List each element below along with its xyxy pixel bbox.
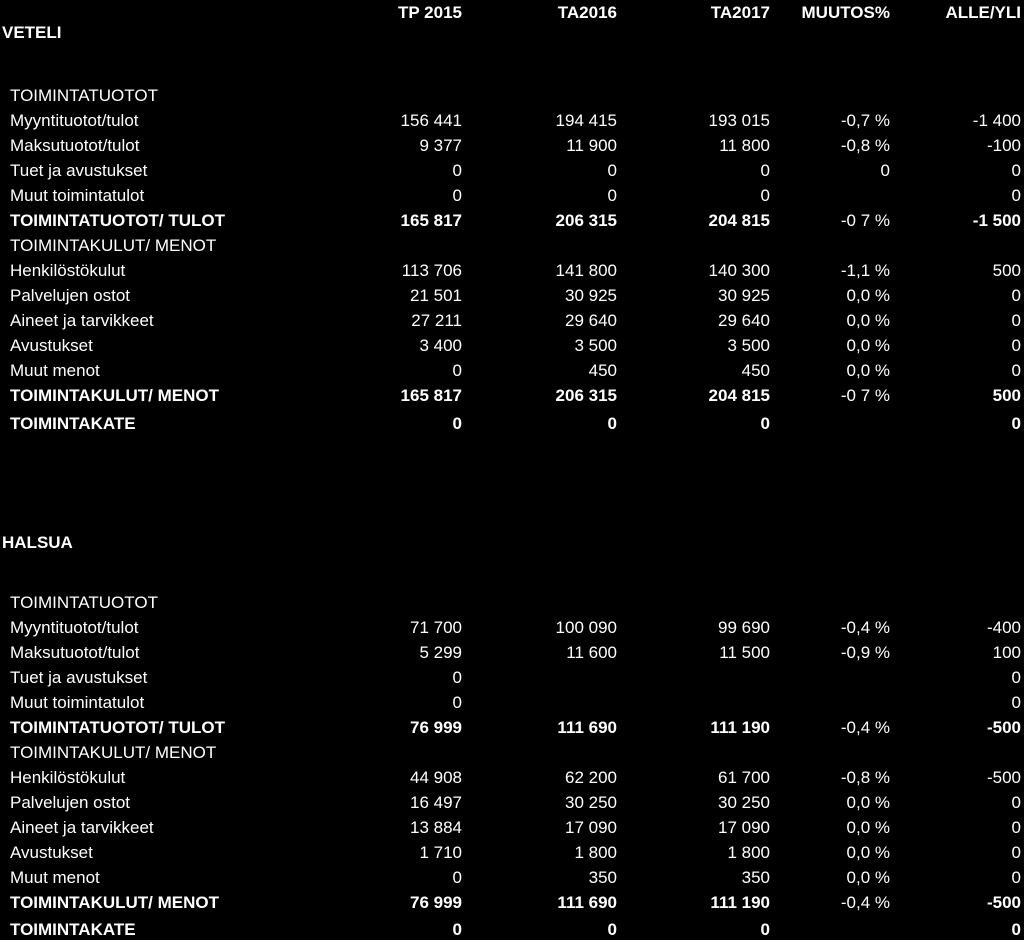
cell-alle-yli: 0 (1011, 693, 1021, 712)
cell-ta2016: 0 (607, 186, 617, 205)
cell-ta2017: 204 815 (708, 386, 770, 405)
row-label: Muut toimintatulot (10, 186, 145, 205)
cell-alle-yli: 0 (1011, 161, 1021, 180)
cell-alle-yli: 0 (1011, 920, 1021, 939)
row-label: Myyntituotot/tulot (10, 618, 139, 637)
cell-ta2016: 62 200 (565, 768, 617, 787)
cell-tp2015: 3 400 (419, 336, 462, 355)
cell-tp2015: 0 (452, 186, 462, 205)
cell-alle-yli: -1 400 (972, 111, 1021, 130)
cell-muutos: -0,7 % (840, 111, 890, 130)
cell-muutos: -0,4 % (840, 893, 890, 912)
cell-ta2017: 1 800 (727, 843, 770, 862)
cell-muutos: -0,4 % (840, 718, 890, 737)
cell-ta2017: 11 800 (719, 136, 770, 155)
cell-muutos: 0,0 % (846, 818, 890, 837)
cell-ta2016: 194 415 (555, 111, 617, 130)
row-label: Aineet ja tarvikkeet (10, 311, 154, 330)
cell-ta2017: 204 815 (708, 211, 770, 230)
cell-muutos: 0,0 % (846, 286, 890, 305)
cell-muutos: 0,0 % (846, 361, 890, 380)
cell-tp2015: 0 (452, 161, 462, 180)
cell-alle-yli: -500 (986, 768, 1021, 787)
cell-tp2015: 0 (452, 361, 462, 380)
cell-ta2016: 141 800 (555, 261, 617, 280)
cell-ta2016: 0 (607, 920, 617, 939)
header-alle-yli: ALLE/YLI (945, 3, 1021, 22)
cell-tp2015: 113 706 (401, 261, 462, 280)
cell-alle-yli: 0 (1011, 336, 1021, 355)
cell-ta2016: 29 640 (565, 311, 617, 330)
section-title-halsua: HALSUA (2, 533, 73, 552)
row-label: Muut toimintatulot (10, 693, 145, 712)
row-label: Palvelujen ostot (10, 793, 131, 812)
row-label: Tuet ja avustukset (10, 668, 148, 687)
cell-ta2017: 30 250 (718, 793, 770, 812)
cell-tp2015: 0 (452, 414, 462, 433)
cell-ta2016: 11 600 (566, 643, 617, 662)
header-muutos: MUUTOS% (801, 3, 890, 22)
cell-ta2016: 0 (607, 414, 617, 433)
cell-ta2016: 0 (607, 161, 617, 180)
cell-ta2017: 99 690 (718, 618, 770, 637)
cell-ta2017: 111 190 (710, 718, 770, 737)
cell-muutos: 0,0 % (846, 311, 890, 330)
cell-ta2016: 100 090 (555, 618, 617, 637)
row-label: TOIMINTAKULUT/ MENOT (10, 236, 217, 255)
cell-ta2016: 30 925 (565, 286, 617, 305)
cell-alle-yli: -500 (986, 893, 1021, 912)
cell-muutos: -0 7 % (840, 386, 890, 405)
cell-ta2017: 11 500 (719, 643, 770, 662)
cell-alle-yli: -500 (986, 718, 1021, 737)
cell-tp2015: 156 441 (400, 111, 462, 130)
row-label: Muut menot (10, 868, 100, 887)
cell-muutos: -0,4 % (840, 618, 890, 637)
cell-ta2017: 193 015 (708, 111, 770, 130)
cell-alle-yli: 500 (992, 386, 1021, 405)
cell-tp2015: 5 299 (419, 643, 462, 662)
row-label: TOIMINTAKATE (10, 920, 136, 939)
cell-muutos: 0,0 % (846, 868, 890, 887)
cell-ta2017: 0 (760, 186, 770, 205)
cell-ta2017: 3 500 (727, 336, 770, 355)
cell-ta2017: 0 (760, 920, 770, 939)
row-label: TOIMINTATUOTOT/ TULOT (10, 718, 225, 737)
row-label: TOIMINTAKULUT/ MENOT (10, 743, 217, 762)
row-label: TOIMINTAKULUT/ MENOT (10, 386, 220, 405)
cell-tp2015: 1 710 (419, 843, 462, 862)
row-label: Henkilöstökulut (10, 768, 126, 787)
cell-alle-yli: 0 (1011, 361, 1021, 380)
cell-muutos: 0,0 % (846, 793, 890, 812)
row-label: TOIMINTAKULUT/ MENOT (10, 893, 220, 912)
cell-muutos: 0 (880, 161, 890, 180)
cell-ta2017: 0 (760, 161, 770, 180)
cell-ta2017: 30 925 (718, 286, 770, 305)
cell-tp2015: 76 999 (410, 893, 462, 912)
cell-tp2015: 9 377 (419, 136, 462, 155)
cell-muutos: 0,0 % (846, 336, 890, 355)
cell-alle-yli: 500 (992, 261, 1021, 280)
cell-ta2017: 450 (741, 361, 770, 380)
row-label: TOIMINTATUOTOT (10, 86, 158, 105)
cell-tp2015: 44 908 (410, 768, 462, 787)
cell-ta2016: 206 315 (555, 386, 617, 405)
row-label: TOIMINTATUOTOT (10, 593, 158, 612)
cell-ta2016: 3 500 (574, 336, 617, 355)
cell-ta2017: 61 700 (718, 768, 770, 787)
row-label: Palvelujen ostot (10, 286, 131, 305)
cell-ta2016: 350 (588, 868, 617, 887)
cell-muutos: -0,9 % (840, 643, 890, 662)
cell-ta2016: 111 690 (557, 718, 617, 737)
cell-muutos: -0 7 % (840, 211, 890, 230)
header-ta2016: TA2016 (557, 3, 617, 22)
row-label: Avustukset (10, 336, 93, 355)
cell-ta2016: 30 250 (565, 793, 617, 812)
cell-ta2016: 17 090 (565, 818, 617, 837)
row-label: Maksutuotot/tulot (10, 136, 140, 155)
row-label: Aineet ja tarvikkeet (10, 818, 154, 837)
row-label: Myyntituotot/tulot (10, 111, 139, 130)
row-label: TOIMINTAKATE (10, 414, 136, 433)
row-label: TOIMINTATUOTOT/ TULOT (10, 211, 225, 230)
cell-muutos: -1,1 % (840, 261, 890, 280)
cell-ta2016: 11 900 (566, 136, 617, 155)
row-label: Tuet ja avustukset (10, 161, 148, 180)
cell-tp2015: 0 (452, 920, 462, 939)
cell-tp2015: 76 999 (410, 718, 462, 737)
cell-ta2017: 350 (741, 868, 770, 887)
cell-tp2015: 13 884 (410, 818, 462, 837)
cell-ta2016: 111 690 (557, 893, 617, 912)
header-tp2015: TP 2015 (398, 3, 462, 22)
row-label: Henkilöstökulut (10, 261, 126, 280)
cell-ta2017: 140 300 (708, 261, 770, 280)
cell-ta2017: 17 090 (718, 818, 770, 837)
cell-tp2015: 71 700 (410, 618, 462, 637)
cell-muutos: 0,0 % (846, 843, 890, 862)
cell-tp2015: 165 817 (400, 211, 462, 230)
cell-ta2016: 1 800 (574, 843, 617, 862)
row-label: Maksutuotot/tulot (10, 643, 140, 662)
cell-tp2015: 0 (452, 668, 462, 687)
cell-muutos: -0,8 % (840, 136, 890, 155)
cell-ta2016: 450 (588, 361, 617, 380)
cell-tp2015: 0 (452, 693, 462, 712)
cell-ta2017: 0 (760, 414, 770, 433)
cell-alle-yli: 0 (1011, 286, 1021, 305)
cell-alle-yli: 0 (1011, 311, 1021, 330)
cell-alle-yli: 0 (1011, 818, 1021, 837)
cell-ta2016: 206 315 (555, 211, 617, 230)
cell-tp2015: 165 817 (400, 386, 462, 405)
row-label: Muut menot (10, 361, 100, 380)
cell-tp2015: 27 211 (411, 311, 462, 330)
cell-alle-yli: 100 (992, 643, 1021, 662)
cell-alle-yli: 0 (1011, 668, 1021, 687)
cell-alle-yli: -400 (986, 618, 1021, 637)
cell-alle-yli: 0 (1011, 793, 1021, 812)
cell-alle-yli: 0 (1011, 186, 1021, 205)
cell-alle-yli: -100 (986, 136, 1021, 155)
row-label: Avustukset (10, 843, 93, 862)
cell-alle-yli: 0 (1011, 414, 1021, 433)
section-title-veteli: VETELI (2, 23, 62, 42)
cell-tp2015: 0 (452, 868, 462, 887)
cell-alle-yli: -1 500 (972, 211, 1021, 230)
cell-muutos: -0,8 % (840, 768, 890, 787)
cell-alle-yli: 0 (1011, 868, 1021, 887)
cell-tp2015: 16 497 (410, 793, 462, 812)
cell-tp2015: 21 501 (410, 286, 462, 305)
cell-alle-yli: 0 (1011, 843, 1021, 862)
cell-ta2017: 29 640 (718, 311, 770, 330)
cell-ta2017: 111 190 (710, 893, 770, 912)
header-ta2017: TA2017 (710, 3, 770, 22)
